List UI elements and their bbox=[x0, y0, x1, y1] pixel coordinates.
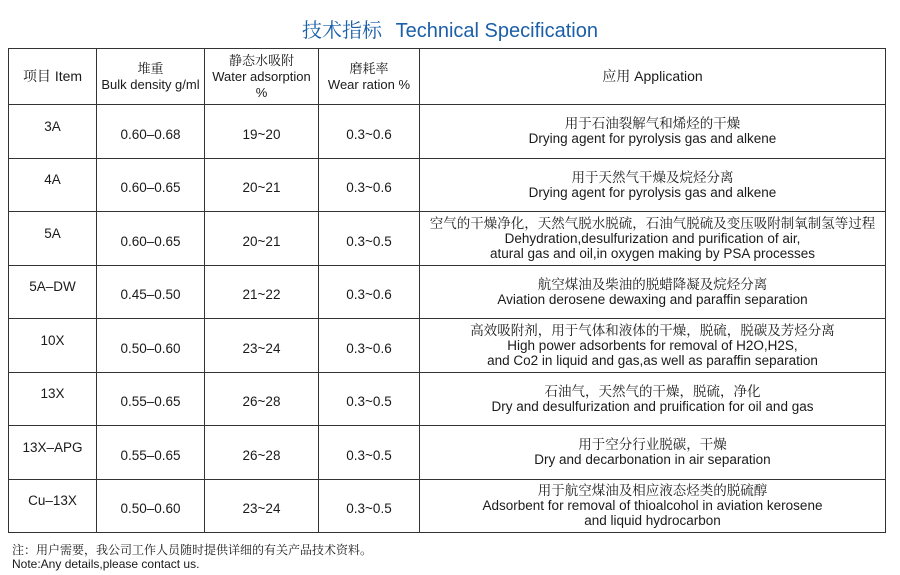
cell-water-adsorption: 19~20 bbox=[205, 105, 319, 159]
cell-wear-ratio: 0.3~0.6 bbox=[319, 158, 420, 212]
application-en: Adsorbent for removal of thioalcohol in aviation kerosene bbox=[482, 498, 823, 514]
cell-water-adsorption: 26~28 bbox=[205, 372, 319, 426]
application-en: Aviation derosene dewaxing and paraffin separation bbox=[497, 291, 808, 307]
application-en: atural gas and oil,in oxygen making by PSA processes bbox=[490, 245, 815, 261]
cell-item: 5A–DW bbox=[9, 265, 97, 319]
cell-wear-ratio: 0.3~0.5 bbox=[319, 372, 420, 426]
application-en: Drying agent for pyrolysis gas and alkene bbox=[528, 184, 777, 200]
application-en: High power adsorbents for removal of H2O,H2S, bbox=[507, 337, 798, 353]
application-zh: 航空煤油及柴油的脱蜡降凝及烷烃分离 bbox=[537, 276, 768, 292]
cell-application bbox=[420, 158, 886, 212]
cell-application bbox=[420, 265, 886, 319]
page-title bbox=[0, 14, 900, 43]
table-row bbox=[9, 212, 886, 266]
cell-water-adsorption: 23~24 bbox=[205, 319, 319, 373]
header-wear-ratio: 磨耗率 Wear ration % bbox=[319, 49, 420, 105]
application-en: Dry and desulfurization and pruification for oil and gas bbox=[491, 398, 814, 414]
table-row bbox=[9, 265, 886, 319]
header-bulk-density: 堆重 Bulk density g/ml bbox=[97, 49, 205, 105]
application-zh: 用于航空煤油及相应液态烃类的脱硫醇 bbox=[537, 483, 768, 499]
cell-water-adsorption: 21~22 bbox=[205, 265, 319, 319]
title-zh: 技术指标 bbox=[302, 20, 383, 42]
application-zh: 空气的干燥净化，天然气脱水脱硫，石油气脱硫及变压吸附制氧制氢等过程 bbox=[429, 215, 876, 231]
application-en: Dehydration,desulfurization and purification of air, bbox=[504, 230, 801, 246]
cell-wear-ratio: 0.3~0.6 bbox=[319, 105, 420, 159]
table-row bbox=[9, 105, 886, 159]
application-zh: 用于石油裂解气和烯烃的干燥 bbox=[564, 116, 741, 132]
table-row bbox=[9, 426, 886, 480]
cell-wear-ratio: 0.3~0.6 bbox=[319, 265, 420, 319]
cell-bulk-density: 0.50–0.60 bbox=[97, 479, 205, 533]
note-en: Note:Any details,please contact us. bbox=[12, 557, 200, 571]
header-water-adsorption: 静态水吸附 Water adsorption % bbox=[205, 49, 319, 105]
cell-bulk-density: 0.60–0.65 bbox=[97, 212, 205, 266]
cell-wear-ratio: 0.3~0.5 bbox=[319, 479, 420, 533]
cell-item: Cu–13X bbox=[9, 479, 97, 533]
cell-application bbox=[420, 105, 886, 159]
note-zh: 注：用户需要，我公司工作人员随时提供详细的有关产品技术资料。 bbox=[12, 543, 373, 557]
application-en: and liquid hydrocarbon bbox=[584, 513, 721, 529]
header-application: 应用 Application bbox=[420, 49, 886, 105]
cell-application bbox=[420, 319, 886, 373]
cell-bulk-density: 0.60–0.68 bbox=[97, 105, 205, 159]
cell-wear-ratio: 0.3~0.6 bbox=[319, 319, 420, 373]
cell-bulk-density: 0.60–0.65 bbox=[97, 158, 205, 212]
cell-application bbox=[420, 479, 886, 533]
cell-bulk-density: 0.55–0.65 bbox=[97, 426, 205, 480]
cell-application bbox=[420, 212, 886, 266]
title-en: Technical Specification bbox=[395, 20, 598, 42]
header-row bbox=[9, 49, 886, 105]
application-en: Dry and decarbonation in air separation bbox=[534, 452, 771, 468]
application-zh: 石油气，天然气的干燥，脱硫，净化 bbox=[544, 383, 761, 399]
table-row bbox=[9, 372, 886, 426]
application-zh: 高效吸附剂，用于气体和液体的干燥，脱硫，脱碳及芳烃分离 bbox=[470, 322, 835, 338]
cell-item: 5A bbox=[9, 212, 97, 266]
cell-wear-ratio: 0.3~0.5 bbox=[319, 426, 420, 480]
spec-table bbox=[8, 48, 886, 533]
table-row bbox=[9, 319, 886, 373]
table-row bbox=[9, 479, 886, 533]
cell-wear-ratio: 0.3~0.5 bbox=[319, 212, 420, 266]
cell-water-adsorption: 26~28 bbox=[205, 426, 319, 480]
cell-bulk-density: 0.55–0.65 bbox=[97, 372, 205, 426]
cell-item: 4A bbox=[9, 158, 97, 212]
cell-bulk-density: 0.50–0.60 bbox=[97, 319, 205, 373]
application-zh: 用于空分行业脱碳，干燥 bbox=[578, 437, 727, 453]
application-zh: 用于天然气干燥及烷烃分离 bbox=[571, 169, 734, 185]
cell-bulk-density: 0.45–0.50 bbox=[97, 265, 205, 319]
header-item: 项目 Item bbox=[9, 49, 97, 105]
cell-application bbox=[420, 372, 886, 426]
cell-item: 13X–APG bbox=[9, 426, 97, 480]
cell-item: 10X bbox=[9, 319, 97, 373]
cell-water-adsorption: 20~21 bbox=[205, 212, 319, 266]
table-row bbox=[9, 158, 886, 212]
cell-water-adsorption: 23~24 bbox=[205, 479, 319, 533]
cell-water-adsorption: 20~21 bbox=[205, 158, 319, 212]
cell-item: 13X bbox=[9, 372, 97, 426]
cell-item: 3A bbox=[9, 105, 97, 159]
cell-application bbox=[420, 426, 886, 480]
application-en: Drying agent for pyrolysis gas and alkene bbox=[528, 131, 777, 147]
application-en: and Co2 in liquid and gas,as well as paraffin separation bbox=[487, 352, 818, 368]
